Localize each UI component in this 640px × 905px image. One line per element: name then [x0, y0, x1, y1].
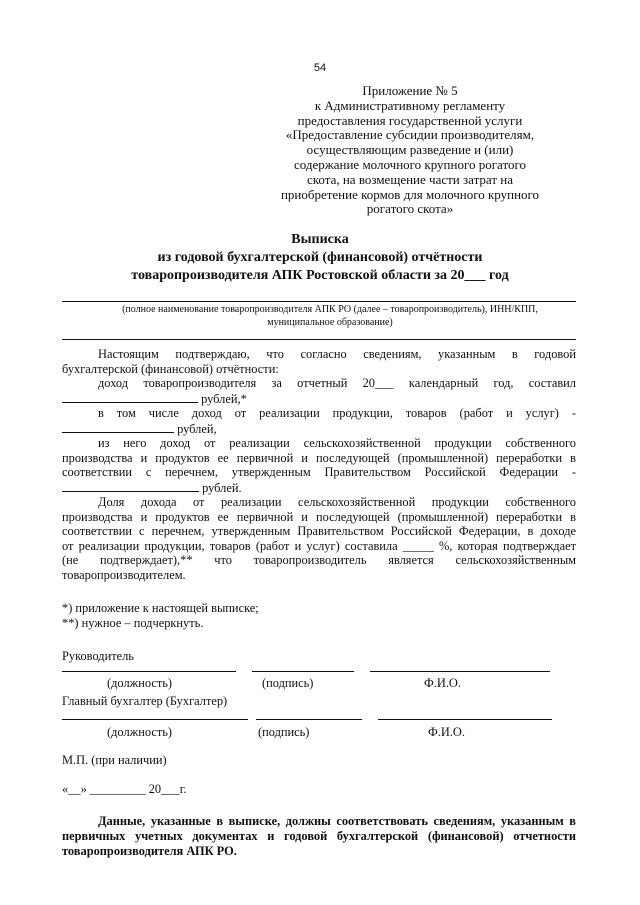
head-position-caption: (должность) — [107, 676, 173, 690]
body-line: (не подтверждает),** что товаропроизводитель является сельскохозяйственным — [62, 553, 576, 567]
appendix-line: к Административному регламенту — [314, 97, 506, 113]
date-field: «__» _________ 20___г. — [62, 782, 187, 796]
final-note — [62, 814, 576, 859]
document-subtitle-year: товаропроизводителя АПК Ростовской области за 20___ год — [131, 268, 509, 283]
final-note-line: первичных учетных документах и годовой бухгалтерской (финансовой) отчетности — [62, 829, 576, 843]
document-title: Выписка — [291, 232, 349, 247]
appendix-line: содержание молочного крупного рогатого — [293, 156, 527, 172]
statement-body — [62, 347, 576, 582]
agri-income-blank — [62, 480, 199, 492]
accountant-position-line — [62, 719, 248, 720]
final-note-line: Данные, указанные в выписке, должны соответствовать сведениям, указанным в — [98, 814, 576, 828]
sales-income-blank — [62, 421, 174, 433]
body-line — [62, 391, 576, 407]
appendix-line: рогатого скота» — [366, 201, 454, 217]
appendix-line: приобретение кормов для молочного крупного — [280, 186, 540, 202]
body-line: производства и продуктов ее первичной и последующей (промышленной) переработки в — [62, 450, 576, 465]
body-line — [62, 421, 576, 437]
accountant-signature-caption: (подпись) — [258, 725, 310, 739]
rubles-label: рублей. — [199, 480, 242, 495]
body-line: в том числе доход от реализации продукции, товаров (работ и услуг) - — [98, 406, 576, 420]
body-line: от реализации продукции, товаров (работ и услуг) составила _____ %, которая подтверждает — [62, 538, 576, 553]
final-note-line: товаропроизводителя АПК РО. — [62, 844, 237, 858]
body-line: Настоящим подтверждаю, что согласно сведениям, указанным в годовой — [98, 347, 576, 361]
name-fill-line — [62, 301, 576, 302]
appendix-line: Приложение № 5 — [362, 83, 458, 98]
accountant-fio-line — [378, 719, 552, 720]
section-divider — [62, 339, 576, 340]
footnote: *) приложение к настоящей выписке; — [62, 601, 259, 615]
income-blank — [62, 391, 198, 403]
head-fio-caption: Ф.И.О. — [424, 676, 461, 690]
caption-line: муниципальное образование) — [267, 316, 393, 328]
head-label: Руководитель — [62, 649, 134, 663]
appendix-header — [250, 84, 570, 217]
body-line: производства и продуктов ее первичной и последующей (промышленной) переработки в — [62, 509, 576, 524]
body-line: доход товаропроизводителя за отчетный 20___ календарный год, составил — [98, 376, 576, 390]
body-line — [62, 480, 576, 496]
accountant-position-caption: (должность) — [107, 725, 173, 739]
stamp-label: М.П. (при наличии) — [62, 753, 167, 767]
rubles-label: рублей, — [174, 421, 217, 436]
body-line: Доля дохода от реализации сельскохозяйственной продукции собственного — [98, 495, 576, 509]
document-subtitle: из годовой бухгалтерской (финансовой) отчётности — [157, 250, 483, 265]
head-signature-line — [252, 671, 354, 672]
accountant-fio-caption: Ф.И.О. — [428, 725, 465, 739]
footnotes — [62, 601, 259, 631]
appendix-line: «Предоставление субсидии производителям, — [285, 127, 535, 143]
body-line: товаропроизводителем. — [62, 567, 186, 582]
body-line: соответствии с перечнем, утвержденным Правительством Российской Федерации, в доходе — [62, 524, 576, 538]
appendix-line: предоставления государственной услуги — [297, 112, 523, 128]
name-caption — [95, 304, 565, 329]
body-line: соответствии с перечнем, утвержденным Правительством Российской Федерации - — [62, 465, 576, 479]
head-position-line — [62, 671, 236, 672]
body-line: бухгалтерской (финансовой) отчётности: — [62, 361, 279, 376]
rubles-label: рублей,* — [198, 391, 247, 406]
head-fio-line — [370, 671, 550, 672]
appendix-line: скота, на возмещение части затрат на — [306, 171, 514, 187]
accountant-signature-line — [256, 719, 362, 720]
page-number: 54 — [313, 62, 327, 74]
body-line: из него доход от реализации сельскохозяйственной продукции собственного — [98, 436, 576, 450]
accountant-label: Главный бухгалтер (Бухгалтер) — [62, 694, 228, 708]
caption-line: (полное наименование товаропроизводителя АПК РО (далее – товаропроизводитель), ИНН/КПП, — [122, 304, 538, 315]
appendix-line: осуществляющим разведение и (или) — [306, 142, 514, 158]
head-signature-caption: (подпись) — [262, 676, 314, 690]
footnote: **) нужное – подчеркнуть. — [62, 616, 204, 630]
